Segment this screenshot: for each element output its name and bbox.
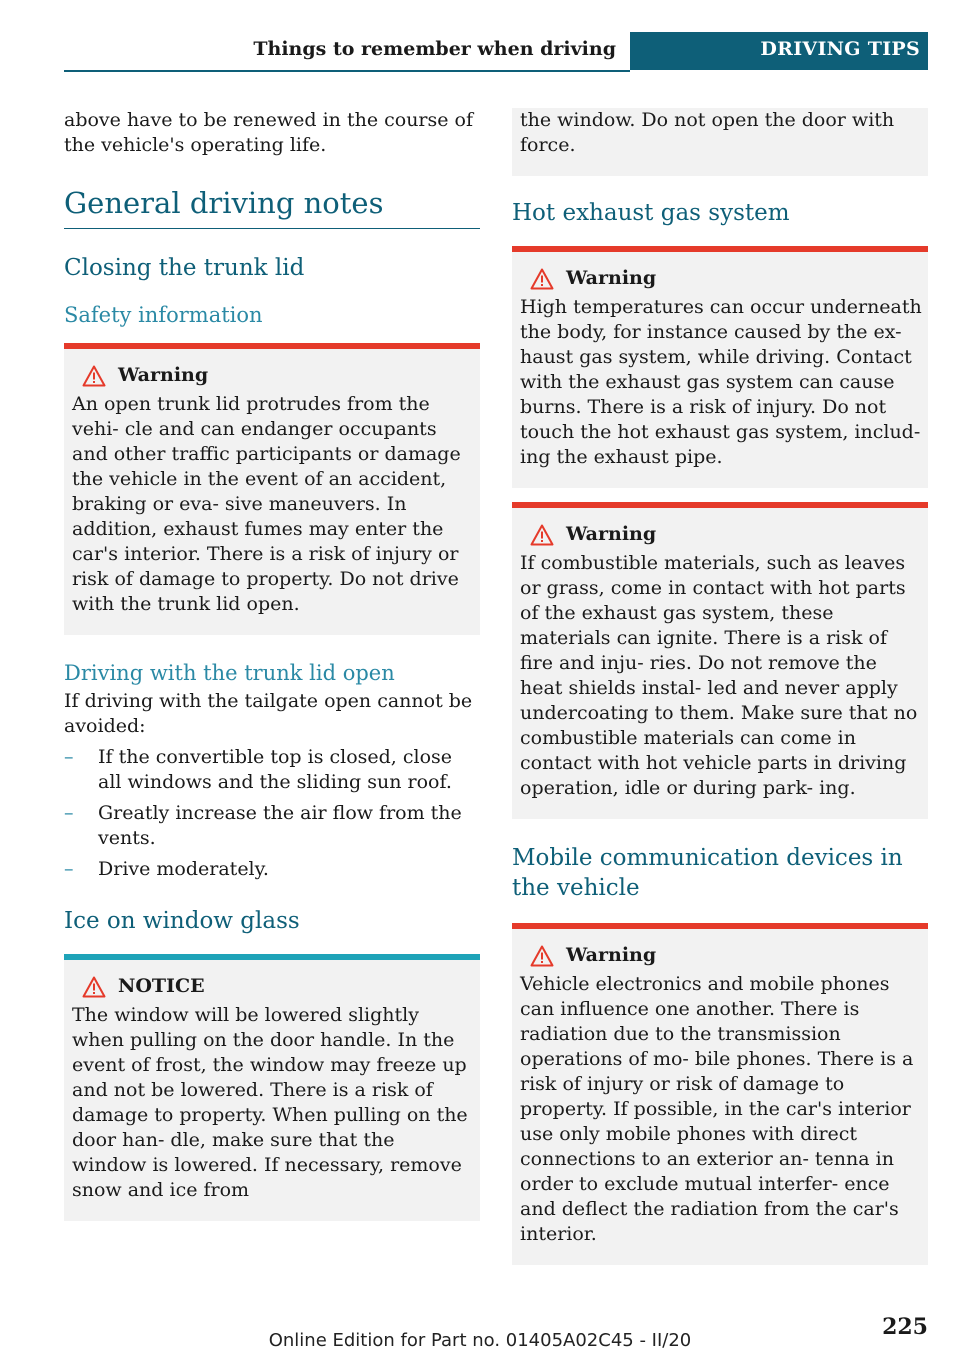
general-driving-notes-heading: General driving notes bbox=[64, 186, 480, 229]
header-section-tab: DRIVING TIPS bbox=[630, 32, 928, 70]
driving-trunk-open-heading: Driving with the trunk lid open bbox=[64, 661, 395, 685]
list-item: – If the convertible top is closed, close all windows and the sliding sun roof. bbox=[64, 746, 453, 793]
warning-text: Vehicle electronics and mobile phones can influence one another. There is radiation due to the transmission operations of mo- bile phones. There is a risk of injury or risk of damage to property. If possible, in the car's interior use only mobile phones with direct connections to an exterior an- tenna in order to exclude mutual interfer- ence and deflect the radiation from the car's interior. bbox=[520, 973, 914, 1245]
page-number: 225 bbox=[882, 1314, 928, 1340]
warning-text: If combustible materials, such as leaves or grass, come in contact with hot parts of the exhaust gas system, these materials can ignite. There is a risk of fire and inju- ries. Do not remove the heat shields instal- led and never apply undercoating to them. Make sure that no combustible materials can come in contact with hot vehicle parts in driving operation, idle or during park- ing. bbox=[520, 552, 918, 799]
warning-triangle-icon bbox=[530, 524, 554, 546]
driving-trunk-open-list bbox=[64, 745, 480, 882]
header-rule bbox=[64, 70, 630, 72]
ice-on-window-heading: Ice on window glass bbox=[64, 908, 300, 934]
trunk-lid-warning-box bbox=[64, 343, 480, 635]
dash-bullet: – bbox=[64, 746, 74, 768]
notice-text: The window will be lowered slightly when pulling on the door handle. In the event of frost, the window may freeze up and not be lowered. There is a risk of damage to property. When pulling on the door han- dle, make sure that the window is lowered. If necessary, remove snow and ice from bbox=[72, 1004, 468, 1201]
page-header bbox=[64, 32, 928, 70]
notice-continuation-text: the window. Do not open the door with force. bbox=[520, 109, 895, 156]
notice-label: NOTICE bbox=[118, 975, 205, 997]
footer-edition: Online Edition for Part no. 01405A02C45 - II/20 bbox=[268, 1330, 692, 1351]
warning-triangle-icon bbox=[530, 945, 554, 967]
intro-text: above have to be renewed in the course of the vehicle's operating life. bbox=[64, 109, 474, 156]
warning-text: High temperatures can occur underneath the body, for instance caused by the ex- haust gas system, while driving. Contact with the exhaust gas system can cause burns. There is a risk of injury. Do not touch the hot exhaust gas system, includ- ing the exhaust pipe. bbox=[520, 296, 922, 468]
closing-trunk-lid-heading: Closing the trunk lid bbox=[64, 255, 305, 281]
dash-bullet: – bbox=[64, 858, 74, 880]
exhaust-warning-box-2 bbox=[512, 502, 928, 819]
warning-label: Warning bbox=[118, 364, 209, 386]
hot-exhaust-heading: Hot exhaust gas system bbox=[512, 200, 790, 226]
list-item: – Greatly increase the air flow from the vents. bbox=[64, 802, 462, 849]
dash-bullet: – bbox=[64, 802, 74, 824]
warning-triangle-icon bbox=[82, 976, 106, 998]
header-title: Things to remember when driving bbox=[253, 38, 616, 60]
warning-triangle-icon bbox=[82, 365, 106, 387]
notice-continuation-box bbox=[512, 108, 928, 176]
warning-text: An open trunk lid protrudes from the vehi- cle and can endanger occupants and other traffic participants or damage the vehicle in the event of an accident, braking or eva- sive maneuvers. In addition, exhaust fumes may enter the car's interior. There is a risk of injury or risk of damage to property. Do not drive with the trunk lid open. bbox=[72, 393, 461, 615]
exhaust-warning-box-1 bbox=[512, 246, 928, 488]
mobile-devices-heading: Mobile communication devices in the vehicle bbox=[512, 845, 903, 901]
warning-label: Warning bbox=[566, 523, 657, 545]
warning-label: Warning bbox=[566, 944, 657, 966]
driving-trunk-open-text: If driving with the tailgate open cannot be avoided: bbox=[64, 690, 473, 737]
safety-information-heading: Safety information bbox=[64, 303, 263, 327]
right-column bbox=[512, 108, 928, 1265]
warning-triangle-icon bbox=[530, 268, 554, 290]
ice-notice-box bbox=[64, 954, 480, 1221]
mobile-warning-box bbox=[512, 923, 928, 1265]
warning-label: Warning bbox=[566, 267, 657, 289]
left-column bbox=[64, 108, 480, 1221]
list-item: – Drive moderately. bbox=[64, 858, 269, 880]
